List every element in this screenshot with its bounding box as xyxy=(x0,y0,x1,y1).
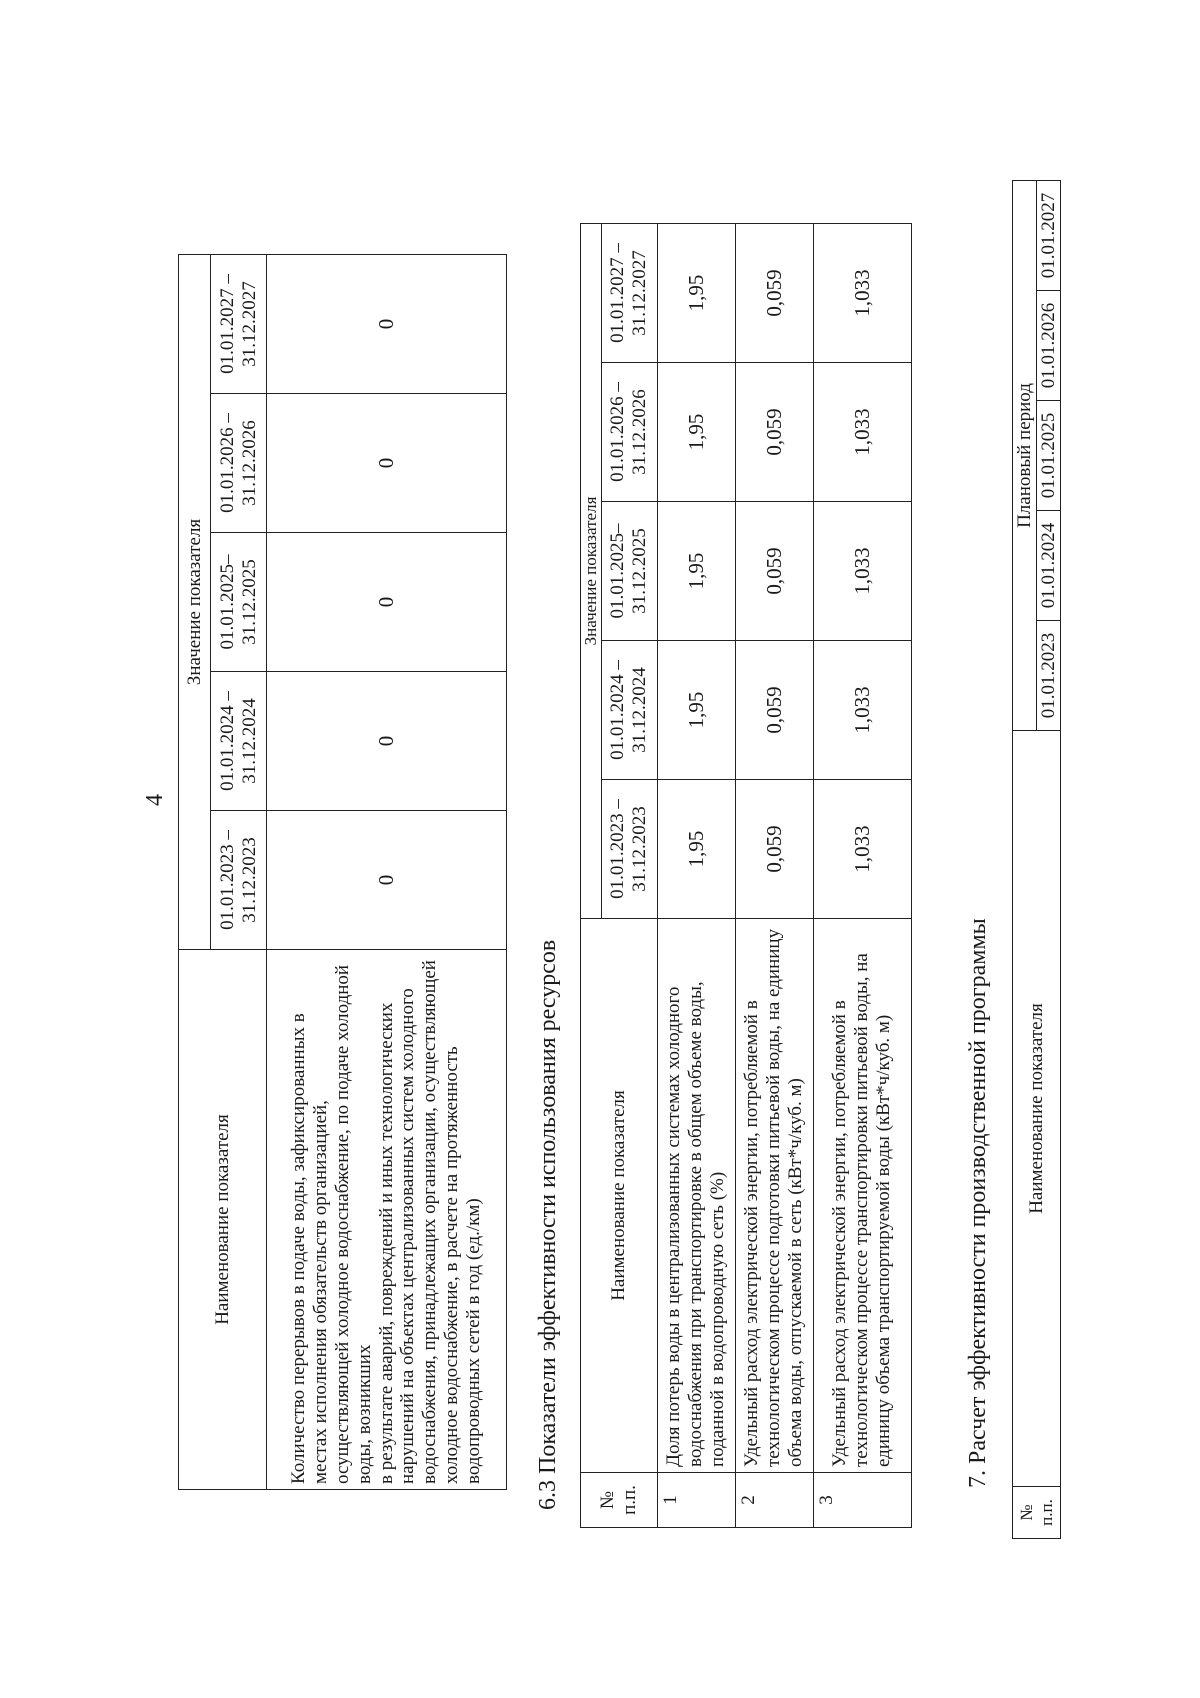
value-cell: 0,059 xyxy=(735,780,813,919)
col-header-no: № п.п. xyxy=(1013,1487,1061,1539)
value-cell: 0 xyxy=(267,394,507,533)
row-number: 1 xyxy=(657,1473,735,1528)
period-header: 01.01.2027 – 31.12.2027 xyxy=(601,224,657,363)
indicator-name: Удельный расход электрической энергии, потребляемой в технологическом процессе транспортировки питьевой воды, на единицу объема транспортируемой воды (кВт*ч/куб. м) xyxy=(813,919,911,1473)
value-cell: 1,033 xyxy=(813,363,911,502)
value-cell: 1,95 xyxy=(657,502,735,641)
period-header: 01.01.2024 – 31.12.2024 xyxy=(211,672,267,811)
period-header: 01.01.2023 – 31.12.2023 xyxy=(211,811,267,950)
value-cell: 1,033 xyxy=(813,224,911,363)
row-number: 3 xyxy=(813,1473,911,1528)
value-cell: 0 xyxy=(267,811,507,950)
period-header: 01.01.2027 – 31.12.2027 xyxy=(211,254,267,393)
period-header: 01.01.2024 – 31.12.2024 xyxy=(601,641,657,780)
value-cell: 0,059 xyxy=(735,224,813,363)
period-header: 01.01.2026 – 31.12.2026 xyxy=(211,394,267,533)
value-cell: 1,95 xyxy=(657,641,735,780)
period-header: 01.01.2025– 31.12.2025 xyxy=(211,533,267,672)
indicator-name-part: Количество перерывов в подаче воды, зафиксированных в местах исполнения обязательств организацией, осуществляющей холодное водоснабжение, по подаче холодной воды, возникших xyxy=(288,964,375,1484)
value-cell: 1,95 xyxy=(657,780,735,919)
indicator-name xyxy=(267,950,507,1490)
value-cell: 1,95 xyxy=(657,224,735,363)
date-header: 01.01.2026 xyxy=(1037,291,1061,401)
value-cell: 1,033 xyxy=(813,641,911,780)
table-row xyxy=(267,254,507,1489)
value-cell: 0,059 xyxy=(735,502,813,641)
col-header-name: Наименование показателя xyxy=(179,950,267,1490)
value-cell: 1,95 xyxy=(657,363,735,502)
row-number: 2 xyxy=(735,1473,813,1528)
period-header: 01.01.2025– 31.12.2025 xyxy=(601,502,657,641)
col-header-name: Наименование показателя xyxy=(581,919,658,1473)
col-header-period: Плановый период xyxy=(1013,180,1037,730)
page-number: 4 xyxy=(142,794,168,806)
period-header: 01.01.2023 – 31.12.2023 xyxy=(601,780,657,919)
date-header: 01.01.2027 xyxy=(1037,180,1061,290)
indicator-name: Доля потерь воды в централизованных системах холодного водоснабжения при транспортировке в общем объеме воды, поданной в водопроводную сеть (%) xyxy=(657,919,735,1473)
value-cell: 0 xyxy=(267,254,507,393)
period-header: 01.01.2026 – 31.12.2026 xyxy=(601,363,657,502)
date-header: 01.01.2024 xyxy=(1037,511,1061,621)
table-row xyxy=(813,224,911,1528)
value-cell: 1,033 xyxy=(813,780,911,919)
value-cell: 0,059 xyxy=(735,363,813,502)
table-row xyxy=(657,224,735,1528)
value-cell: 0 xyxy=(267,672,507,811)
indicator-name: Удельный расход электрической энергии, потребляемой в технологическом процессе подготовки питьевой воды, на единицу объема воды, отпускаемой в сеть (кВт*ч/куб. м) xyxy=(735,919,813,1473)
indicator-name-part: в результате аварий, повреждений и иных технологических нарушений на объектах централизованных систем холодного водоснабжения, принадлежащих организации, осуществляющей холодное водоснабжение, в расчете на протяженность водопроводных сетей в год (ед./км) xyxy=(375,960,484,1484)
table-resource-efficiency xyxy=(580,223,912,1528)
table-row xyxy=(735,224,813,1528)
table-program-efficiency xyxy=(1012,180,1061,1539)
table-interruptions xyxy=(178,254,507,1490)
section-title: 6.3 Показатели эффективности использования ресурсов xyxy=(535,939,561,1510)
col-header-value: Значение показателя xyxy=(179,254,211,949)
col-header-value: Значение показателя xyxy=(581,224,602,919)
value-cell: 0 xyxy=(267,533,507,672)
col-header-name: Наименование показателя xyxy=(1013,731,1061,1487)
date-header: 01.01.2023 xyxy=(1037,621,1061,731)
value-cell: 1,033 xyxy=(813,502,911,641)
col-header-no: № п.п. xyxy=(581,1473,658,1528)
section-title: 7. Расчет эффективности производственной программы xyxy=(965,918,991,1488)
date-header: 01.01.2025 xyxy=(1037,401,1061,511)
value-cell: 0,059 xyxy=(735,641,813,780)
